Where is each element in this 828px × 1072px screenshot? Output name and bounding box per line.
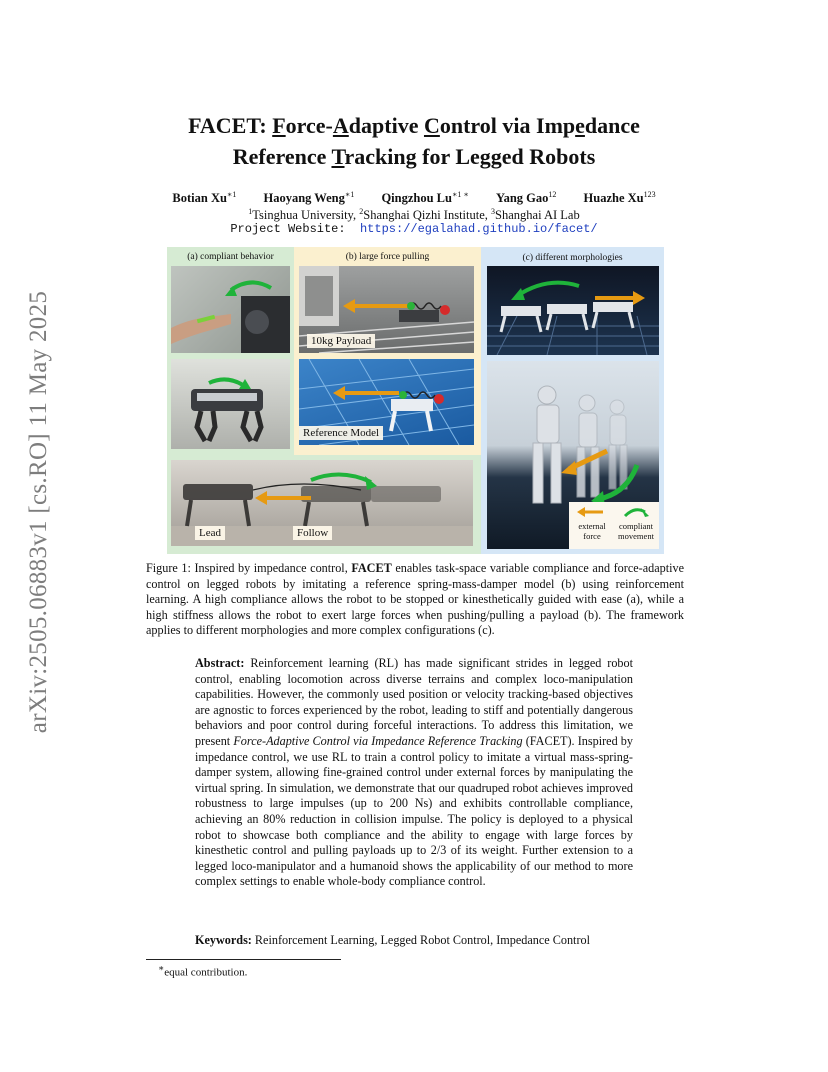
keywords: Keywords: Reinforcement Learning, Legged Robot Control, Impedance Control	[195, 933, 590, 947]
website-label: Project Website:	[230, 222, 346, 236]
figure-1	[167, 247, 664, 554]
website-link[interactable]: https://egalahad.github.io/facet/	[359, 222, 598, 236]
panel-c-label: (c) different morphologies	[522, 253, 623, 263]
title-line-1: FACET: Force-Adaptive Control via Impedance	[188, 113, 640, 138]
method-name: Force-Adaptive Control via Impedance Reference Tracking	[233, 733, 523, 748]
footnote-rule	[146, 959, 341, 960]
quadruped-illustration	[171, 359, 290, 449]
keywords-label: Keywords:	[195, 933, 252, 947]
footnote: ∗equal contribution.	[158, 963, 248, 979]
panel-a-label: (a) compliant behavior	[187, 252, 274, 262]
paper-title	[110, 110, 718, 172]
hand-guiding-illustration	[171, 266, 290, 353]
loco-manipulator-illustration	[487, 266, 659, 355]
author-list	[110, 190, 718, 206]
figure-legend	[569, 502, 659, 549]
photo-hand-guiding	[171, 266, 290, 353]
figure-caption: Figure 1: Inspired by impedance control, FACET enables task-space variable compliance and force-adaptive control on legged robots by imitating a reference spring-mass-damper model (b) using reinforcement learning. A high compliance allows the robot to be stopped or kinesthetically guided with ease (a), while a high stiffness allows the robot to exert large forces when pushing/pulling a payload (b). The framework applies to different morphologies and more complex configurations (c).	[146, 561, 684, 637]
affiliations: $^1$Tsinghua University, $^2$Shanghai Qizhi Institute, $^3$Shanghai AI Lab	[248, 207, 580, 223]
legend-compliant-movement: compliant movement	[618, 521, 654, 541]
author: Huazhe Xu$^{123}$	[583, 190, 656, 206]
photo-quadruped-pushed	[171, 359, 290, 449]
author: Botian $Xu^{∗1}$	[172, 190, 237, 206]
author: Yang Gao$^{12}$	[495, 190, 557, 206]
tag-payload: 10kg Payload	[307, 334, 375, 348]
abstract-label: Abstract:	[195, 656, 245, 670]
author: Haoyang Weng$^{∗1}$	[263, 190, 355, 206]
arxiv-side-stamp	[0, 0, 70, 1072]
legend-arrows	[569, 504, 659, 520]
abstract: Abstract: Reinforcement learning (RL) has made significant strides in legged robot control, enabling locomotion across diverse terrains and complex loco-manipulation capabilities. However, the commonly used position or velocity tracking-based objectives are agnostic to forces experienced by the robot, leading to stiff and potentially dangerous behaviors and poor control during forceful interactions. To address this limitation, we present Force-Adaptive Control via Impedance Reference Tracking (FACET). Inspired by impedance control, we use RL to train a control policy to imitate a virtual mass-spring-damper system, allowing fine-grained control under external forces by manipulating the virtual spring. In simulation, we demonstrate that our quadruped robot achieves improved robustness to large impulses (up to 200 Ns) and exhibits controllable compliance, achieving an 80% reduction in collision impulse. The policy is deployed to a physical robot to showcase both compliance and the ability to engage with large forces by kinesthetic control and pulling payloads up to 2/3 of its weight. Further extension to a legged loco-manipulator and a humanoid shows the applicability of our method to more complex settings to enable whole-body compliance control.	[195, 656, 633, 889]
arxiv-identifier: arXiv:2505.06883v1 [cs.RO] 11 May 2025	[25, 290, 52, 734]
project-website	[110, 222, 718, 236]
title-line-2: Reference Tracking for Legged Robots	[232, 144, 596, 169]
tag-reference-model: Reference Model	[299, 426, 383, 440]
photo-loco-manipulator	[487, 266, 659, 355]
tag-lead: Lead	[195, 526, 225, 540]
panel-b-label: (b) large force pulling	[345, 252, 430, 262]
tag-follow: Follow	[293, 526, 332, 540]
legend-external-force: external force	[578, 521, 606, 541]
author: Qingzhou $Lu^{∗1 ∗}$	[381, 190, 469, 206]
